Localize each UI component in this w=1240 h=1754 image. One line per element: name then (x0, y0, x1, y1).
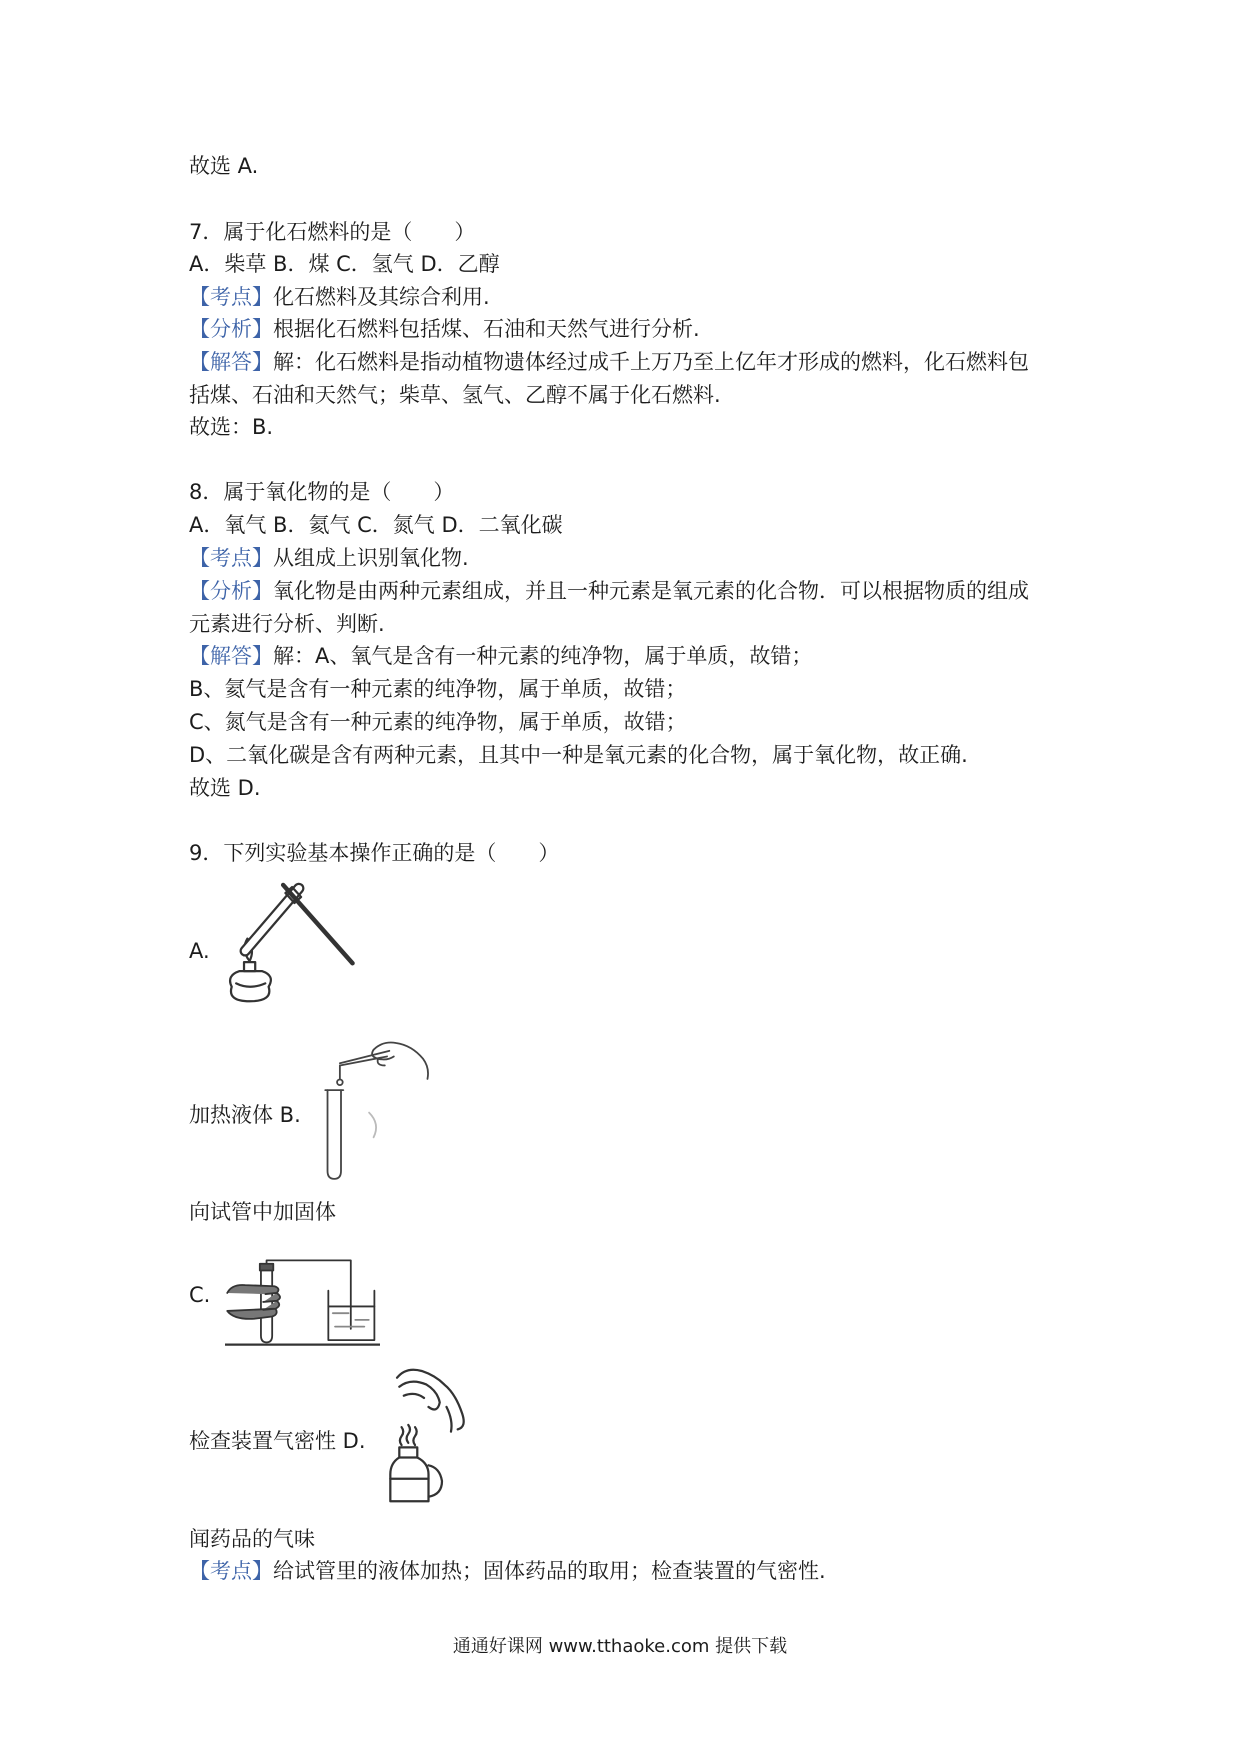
q8-jieda-line: 解：A、氧气是含有一种元素的纯净物，属于单质，故错； (273, 644, 813, 668)
q8-kaodian (189, 546, 469, 570)
q9-caption-b: 向试管中加固体 (189, 1200, 336, 1224)
q7-fenxi (189, 317, 700, 341)
q8-fenxi-line: 氧化物是由两种元素组成，并且一种元素是氧元素的化合物．可以根据物质的组成 (273, 579, 1029, 603)
jieda-tag: 【解答】 (189, 350, 273, 374)
q8-jieda-line: C、氮气是含有一种元素的纯净物，属于单质，故错； (189, 710, 687, 734)
q8-options: A．氧气 B．氦气 C．氮气 D．二氧化碳 (189, 513, 563, 537)
kaodian-tag: 【考点】 (189, 546, 273, 570)
q7-jieda (189, 350, 1029, 374)
q9-stem: 9．下列实验基本操作正确的是（ ） (189, 841, 560, 865)
q8-fenxi (189, 579, 1029, 603)
q7-kaodian (189, 285, 490, 309)
q9-option-c-label: C. (189, 1283, 211, 1307)
q7-fenxi-text: 根据化石燃料包括煤、石油和天然气进行分析. (273, 317, 700, 341)
jieda-tag: 【解答】 (189, 644, 273, 668)
q9-caption-d: 闻药品的气味 (189, 1527, 315, 1551)
q8-jieda-line: B、氦气是含有一种元素的纯净物，属于单质，故错； (189, 677, 687, 701)
q9-option-a-label: A. (189, 939, 210, 963)
q8-fenxi-line: 元素进行分析、判断. (189, 612, 385, 636)
heating-liquid-figure (225, 880, 357, 1004)
q8-answer: 故选 D. (189, 776, 261, 800)
fenxi-tag: 【分析】 (189, 579, 273, 603)
q7-answer: 故选：B. (189, 415, 274, 439)
q8-jieda-line: D、二氧化碳是含有两种元素，且其中一种是氧元素的化合物，属于氧化物，故正确. (189, 743, 968, 767)
q7-kaodian-text: 化石燃料及其综合利用. (273, 285, 490, 309)
q9-kaodian-text: 给试管里的液体加热；固体药品的取用；检查装置的气密性. (273, 1559, 826, 1583)
q9-kaodian (189, 1559, 826, 1583)
q8-jieda (189, 644, 812, 668)
q8-kaodian-text: 从组成上识别氧化物. (273, 546, 469, 570)
alcohol-lamp-test-tube-icon (225, 880, 357, 1004)
hand-wave-bottle-icon (388, 1362, 478, 1508)
adding-solid-figure (324, 1034, 431, 1180)
q8-stem: 8．属于氧化物的是（ ） (189, 480, 455, 504)
q9-option-d-label: 检查装置气密性 D. (189, 1429, 366, 1453)
q7-jieda-line: 解：化石燃料是指动植物遗体经过成千上万乃至上亿年才形成的燃料，化石燃料包 (273, 350, 1029, 374)
q9-option-b-label: 加热液体 B. (189, 1103, 301, 1127)
airtightness-check-figure (225, 1259, 380, 1346)
q7-options: A．柴草 B．煤 C．氢气 D．乙醇 (189, 252, 500, 276)
kaodian-tag: 【考点】 (189, 285, 273, 309)
smelling-chemical-figure (388, 1362, 478, 1508)
hand-test-tube-beaker-icon (225, 1259, 380, 1346)
previous-answer: 故选 A. (189, 154, 259, 178)
tweezers-test-tube-icon (324, 1034, 431, 1180)
q7-stem: 7．属于化石燃料的是（ ） (189, 220, 476, 244)
q7-jieda-line: 括煤、石油和天然气；柴草、氢气、乙醇不属于化石燃料. (189, 383, 721, 407)
page-footer: 通通好课网 www.tthaoke.com 提供下载 (452, 1636, 788, 1657)
kaodian-tag: 【考点】 (189, 1559, 273, 1583)
fenxi-tag: 【分析】 (189, 317, 273, 341)
